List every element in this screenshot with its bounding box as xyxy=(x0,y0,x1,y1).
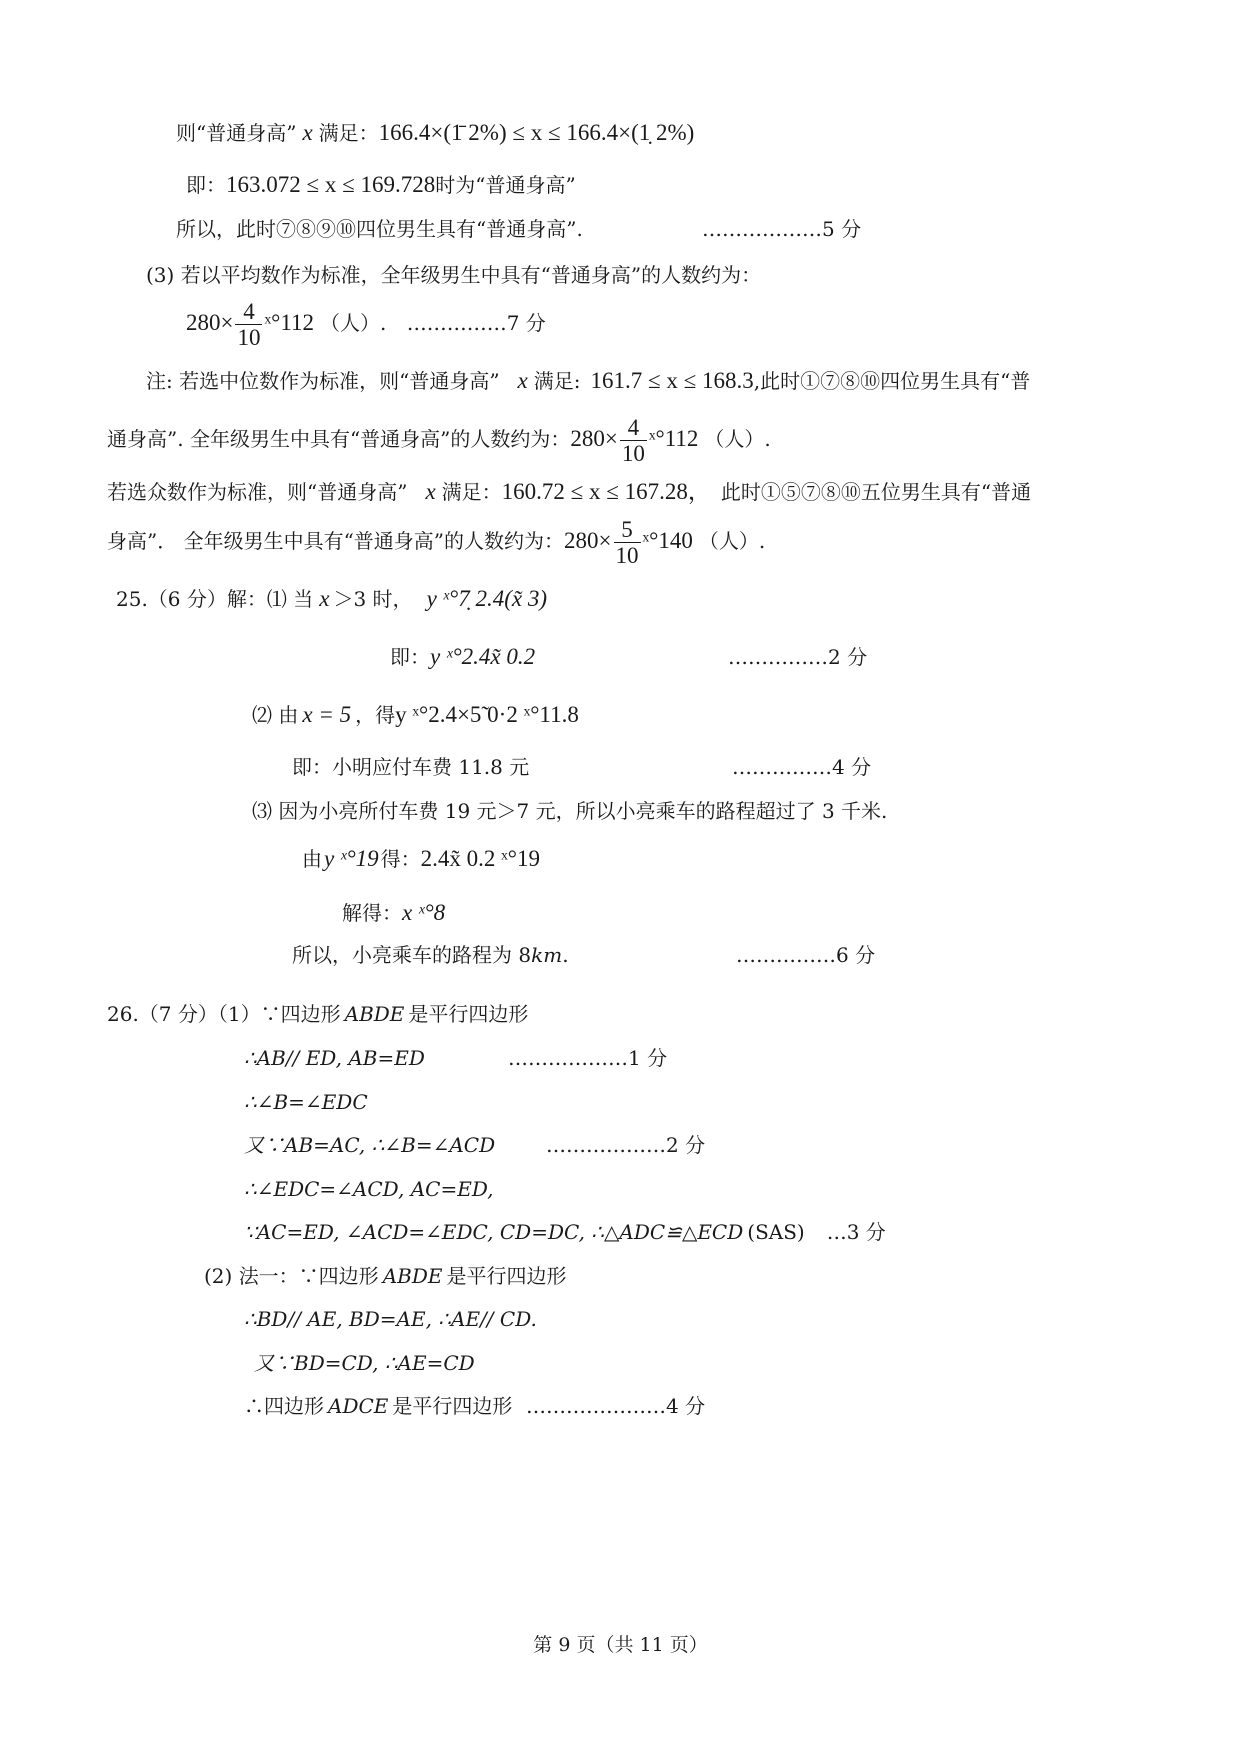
math-term: ˣ°112 xyxy=(264,310,314,335)
label-adce: ADCE xyxy=(328,1394,389,1418)
text: 26.（7 分）（1）∵四边形 xyxy=(107,1002,341,1026)
line-22 xyxy=(244,1176,494,1202)
proof-step: ∴∠B=∠EDC xyxy=(244,1090,368,1114)
text: 是平行四边形 xyxy=(408,1002,529,1026)
math-term: ˣ°112 xyxy=(648,426,699,451)
text: 是平行四边形 xyxy=(446,1264,567,1288)
fraction-numerator: 4 xyxy=(627,415,640,440)
line-27 xyxy=(244,1393,512,1419)
text: ⑶ 因为小亮所付车费 19 元＞7 元，所以小亮乘车的路程超过了 3 千米. xyxy=(252,799,888,823)
math-equation: y ˣ°2.4×5̃ 0·2 ˣ°11.8 xyxy=(395,702,579,727)
variable-x: x xyxy=(319,586,330,611)
line-24 xyxy=(204,1263,566,1289)
score-2: ……………2 分 xyxy=(728,645,868,669)
line-2 xyxy=(186,172,576,198)
text: 注: 若选中位数作为标准，则“普通身高” xyxy=(146,369,500,393)
text: 时为“普通身高” xyxy=(435,173,576,197)
variable-x: x xyxy=(302,120,313,145)
text: 此时①⑤⑦⑧⑩五位男生具有“普通 xyxy=(720,480,1032,504)
line-13 xyxy=(292,754,529,780)
text: 25.（6 分）解：⑴ 当 xyxy=(116,587,314,611)
score-4b: …………………4 分 xyxy=(526,1394,706,1418)
math-inequality: 160.72 ≤ x ≤ 167.28， xyxy=(501,479,711,504)
text: 得： xyxy=(380,847,421,871)
line-21 xyxy=(244,1132,495,1158)
line-9 xyxy=(107,514,765,568)
fraction-numerator: 5 xyxy=(621,517,633,542)
proof-step: ∴AB// ED, AB=ED xyxy=(244,1046,425,1070)
text: 所以，此时⑦⑧⑨⑩四位男生具有“普通身高”. xyxy=(176,217,583,241)
line-3 xyxy=(176,216,583,242)
line-8 xyxy=(107,479,1031,505)
text: 满足： xyxy=(318,121,379,145)
text: ∴四边形 xyxy=(244,1394,324,1418)
fraction-denominator: 10 xyxy=(615,543,639,568)
score-5: ………………5 分 xyxy=(702,217,862,241)
text: （人）. xyxy=(704,427,771,451)
text: ⑵ 由 xyxy=(252,703,299,727)
score-4: ……………4 分 xyxy=(732,755,872,779)
text: 通身高”. 全年级男生中具有“普通身高”的人数约为： xyxy=(107,427,571,451)
line-15 xyxy=(302,846,540,872)
line-5 xyxy=(186,296,546,350)
math-inequality: 161.7 ≤ x ≤ 168.3 xyxy=(590,368,754,393)
line-11 xyxy=(390,644,535,670)
line-6 xyxy=(146,368,1030,394)
text: (SAS) xyxy=(747,1220,805,1244)
text: 则“普通身高” xyxy=(176,121,297,145)
score-6: ……………6 分 xyxy=(736,943,876,967)
math-inequality: 166.4×(1̄ 2%) ≤ x ≤ 166.4×(1̣ 2%) xyxy=(378,120,695,145)
text: (2) 法一：∵四边形 xyxy=(204,1264,379,1288)
text: 即： xyxy=(186,173,226,197)
line-7 xyxy=(107,412,771,466)
score-3: …3 分 xyxy=(826,1220,886,1244)
proof-step: ∴∠EDC=∠ACD, AC=ED, xyxy=(244,1177,494,1201)
text: 身高”． 全年级男生中具有“普通身高”的人数约为： xyxy=(107,529,565,553)
text: （人）. xyxy=(698,529,766,553)
text: 解得： xyxy=(342,901,402,925)
score-1: ………………1 分 xyxy=(508,1046,668,1070)
math-term: ˣ°140 xyxy=(642,528,693,553)
text: ，得 xyxy=(355,703,396,727)
math-equation: y ˣ°7̣ 2.4(x̃ 3) xyxy=(426,586,547,611)
proof-step: ∵AC=ED, ∠ACD=∠EDC, CD=DC, ∴△ADC≌△ECD xyxy=(244,1220,744,1244)
line-12 xyxy=(252,702,579,728)
fraction xyxy=(620,415,647,466)
line-4 xyxy=(146,262,761,288)
fraction-denominator: 10 xyxy=(237,325,261,350)
text: 即： xyxy=(390,645,430,669)
label-abde: ABDE xyxy=(344,1002,405,1026)
text: (3) 若以平均数作为标准，全年级男生中具有“普通身高”的人数约为： xyxy=(146,263,762,287)
line-1 xyxy=(176,120,694,146)
line-18-question-26 xyxy=(107,1001,528,1027)
text: 由 xyxy=(302,847,322,871)
line-19 xyxy=(244,1045,425,1071)
text: 所以，小亮乘车的路程为 8 xyxy=(292,943,532,967)
math-equation: x = 5 xyxy=(302,702,352,727)
text: . xyxy=(562,943,569,967)
line-23 xyxy=(244,1219,886,1245)
text: 满足: xyxy=(533,369,581,393)
math-term: 280× xyxy=(570,426,618,451)
proof-step: 又∵BD=CD, ∴AE=CD xyxy=(254,1351,475,1375)
text: （人）. xyxy=(319,311,387,335)
text: ＞3 时， xyxy=(333,587,413,611)
fraction xyxy=(235,299,262,350)
line-25 xyxy=(244,1306,537,1332)
line-14 xyxy=(252,798,887,824)
math-equation: y ˣ°2.4x̃ 0.2 xyxy=(430,644,536,669)
line-26 xyxy=(254,1350,475,1376)
line-17 xyxy=(292,942,569,968)
score-2b: ………………2 分 xyxy=(546,1133,706,1157)
text: 是平行四边形 xyxy=(392,1394,513,1418)
math-equation: y ˣ°19 xyxy=(324,846,379,871)
math-equation: x ˣ°8 xyxy=(402,900,446,925)
line-10-question-25 xyxy=(116,586,547,612)
math-inequality: 163.072 ≤ x ≤ 169.728 xyxy=(226,172,436,197)
text: 若选众数作为标准，则“普通身高” xyxy=(107,480,408,504)
proof-step: 又∵AB=AC, ∴∠B=∠ACD xyxy=(244,1133,496,1157)
variable-x: x xyxy=(425,479,436,504)
variable-x: x xyxy=(517,368,528,393)
unit-km: km xyxy=(531,943,563,967)
fraction xyxy=(614,517,641,568)
fraction-denominator: 10 xyxy=(621,441,645,466)
fraction-numerator: 4 xyxy=(243,299,255,324)
line-16 xyxy=(342,900,445,926)
text: ,此时①⑦⑧⑩四位男生具有“普 xyxy=(753,369,1031,393)
page-footer: 第 9 页（共 11 页） xyxy=(533,1634,708,1656)
math-equation: 2.4x̃ 0.2 ˣ°19 xyxy=(420,846,541,871)
math-term: 280× xyxy=(564,528,612,553)
math-term: 280× xyxy=(186,310,234,335)
text: 满足： xyxy=(441,480,502,504)
label-abde: ABDE xyxy=(382,1264,443,1288)
text: 即：小明应付车费 11.8 元 xyxy=(292,755,530,779)
proof-step: ∴BD// AE, BD=AE, ∴AE// CD. xyxy=(244,1307,537,1331)
line-20 xyxy=(244,1089,368,1115)
score-7: ……………7 分 xyxy=(406,311,546,335)
